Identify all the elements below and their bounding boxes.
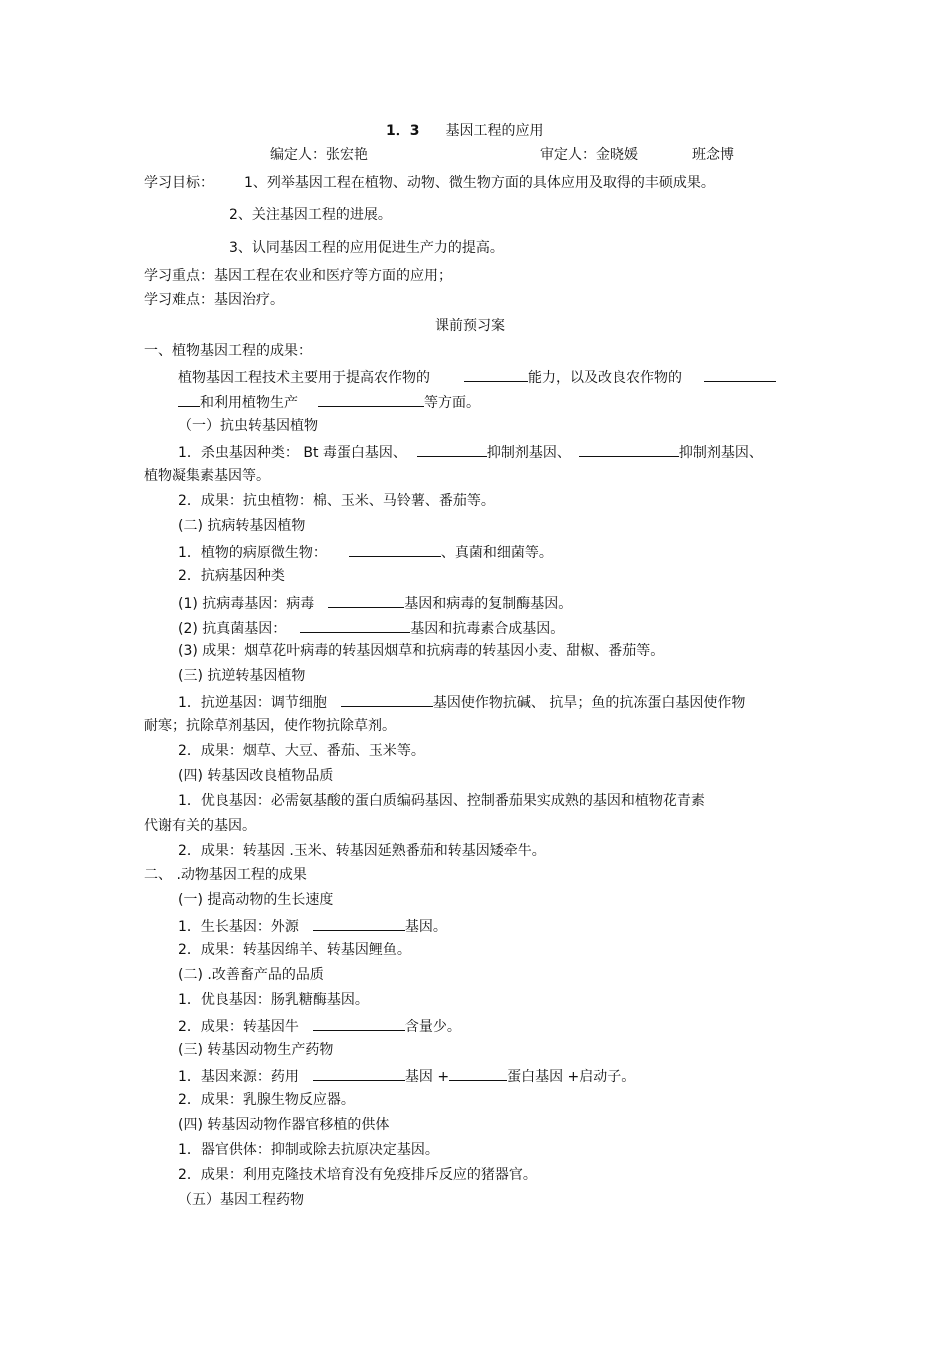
s1-sub2-point-1 — [178, 593, 572, 613]
s1-intro-d: 等方面。 — [424, 395, 480, 411]
blank-line — [349, 542, 441, 557]
goals-label: 学习目标： — [144, 175, 214, 191]
difficulty: 学习难点：基因治疗。 — [144, 292, 284, 308]
blank-line — [449, 1066, 507, 1081]
s1-sub3-1b: 基因使作物抗碱、 抗旱；鱼的抗冻蛋白基因使作物 — [432, 695, 746, 711]
s2-sub1-item-1 — [178, 916, 447, 936]
blank-line — [318, 392, 424, 407]
s1-sub1-1b: 抑制剂基因、 — [486, 445, 571, 461]
s2-sub3-1a: 1．基因来源：药用 — [178, 1069, 299, 1085]
blank-line — [417, 442, 487, 457]
s2-sub3-1b: 基因 + — [404, 1069, 450, 1085]
s2-sub4-item-2: 2．成果：利用克隆技术培育没有免疫排斥反应的猪器官。 — [178, 1167, 537, 1183]
s1-intro-b: 能力，以及改良农作物的 — [528, 370, 682, 386]
s2-sub-2: (二) .改善畜产品的品质 — [178, 967, 324, 983]
s1-sub2-point-2 — [178, 618, 564, 638]
goal-1: 1、列举基因工程在植物、动物、微生物方面的具体应用及取得的丰硕成果。 — [244, 175, 715, 191]
s2-sub2-item-2 — [178, 1016, 461, 1036]
s1-sub4-item-1-cont: 代谢有关的基因。 — [144, 818, 256, 834]
section-2-heading: 二、 .动物基因工程的成果 — [144, 867, 307, 883]
s1-sub2-p1a: (1) 抗病毒基因：病毒 — [178, 596, 315, 612]
s1-sub2-p1b: 基因和病毒的复制酶基因。 — [404, 596, 573, 612]
title-number: 1．3 — [386, 123, 420, 139]
blank-line — [704, 367, 776, 382]
reviewer-2: 班念博 — [692, 147, 734, 163]
s1-sub-4: (四) 转基因改良植物品质 — [178, 768, 334, 784]
s1-intro-a: 植物基因工程技术主要用于提高农作物的 — [178, 370, 430, 386]
s1-sub1-item-1-cont: 植物凝集素基因等。 — [144, 468, 270, 484]
blank-line — [313, 1066, 405, 1081]
s1-sub2-1a: 1．植物的病原微生物： — [178, 545, 327, 561]
s1-sub3-item-2: 2．成果：烟草、大豆、番茄、玉米等。 — [178, 743, 425, 759]
s1-sub-3: (三) 抗逆转基因植物 — [178, 668, 306, 684]
reviewer: 审定人：金晓媛 — [540, 147, 638, 163]
s2-sub3-item-1 — [178, 1066, 635, 1086]
s2-sub1-item-2: 2．成果：转基因绵羊、转基因鲤鱼。 — [178, 942, 411, 958]
blank-line — [464, 367, 528, 382]
editor: 编定人：张宏艳 — [270, 147, 368, 163]
key-point: 学习重点：基因工程在农业和医疗等方面的应用； — [144, 268, 452, 284]
s1-sub4-item-2: 2．成果：转基因 .玉米、转基因延熟番茄和转基因矮牵牛。 — [178, 843, 546, 859]
s1-sub-1: （一）抗虫转基因植物 — [178, 418, 318, 434]
blank-line — [178, 392, 200, 407]
s1-sub1-1c: 抑制剂基因、 — [678, 445, 763, 461]
s2-sub1-1b: 基因。 — [404, 919, 447, 935]
s2-sub3-1c: 蛋白基因 +启动子。 — [507, 1069, 636, 1085]
s2-sub2-2b: 含量少。 — [404, 1019, 461, 1035]
s1-sub2-point-3: (3) 成果：烟草花叶病毒的转基因烟草和抗病毒的转基因小麦、甜椒、番茄等。 — [178, 643, 665, 659]
s1-intro-line-2 — [178, 392, 480, 412]
s2-sub2-2a: 2．成果：转基因牛 — [178, 1019, 299, 1035]
blank-line — [328, 593, 404, 608]
s2-sub4-item-1: 1．器官供体：抑制或除去抗原决定基因。 — [178, 1142, 439, 1158]
s1-sub4-item-1: 1．优良基因：必需氨基酸的蛋白质编码基因、控制番茄果实成熟的基因和植物花青素 — [178, 793, 705, 809]
blank-line — [300, 618, 410, 633]
s1-sub3-1a: 1．抗逆基因：调节细胞 — [178, 695, 327, 711]
s1-sub1-1a: 1．杀虫基因种类： Bt 毒蛋白基因、 — [178, 445, 407, 461]
s1-sub3-item-1 — [178, 692, 745, 712]
s2-sub-3: (三) 转基因动物生产药物 — [178, 1042, 334, 1058]
goal-3: 3、认同基因工程的应用促进生产力的提高。 — [229, 240, 504, 256]
section-heading-preview: 课前预习案 — [435, 318, 505, 334]
s1-sub1-item-1 — [178, 442, 763, 462]
s1-sub2-item-2: 2．抗病基因种类 — [178, 568, 285, 584]
section-1-heading: 一、植物基因工程的成果： — [144, 343, 312, 359]
title-text: 基因工程的应用 — [445, 123, 544, 139]
blank-line — [341, 692, 433, 707]
s1-sub1-item-2: 2．成果：抗虫植物：棉、玉米、马铃薯、番茄等。 — [178, 493, 495, 509]
s1-sub2-p2b: 基因和抗毒素合成基因。 — [410, 621, 565, 637]
s1-sub2-1b: 、真菌和细菌等。 — [440, 545, 553, 561]
s2-sub2-item-1: 1．优良基因：肠乳糖酶基因。 — [178, 992, 369, 1008]
s2-sub-1: (一) 提高动物的生长速度 — [178, 892, 334, 908]
goal-2: 2、关注基因工程的进展。 — [229, 207, 392, 223]
blank-line — [579, 442, 679, 457]
s1-sub-2: (二) 抗病转基因植物 — [178, 518, 306, 534]
s2-sub1-1a: 1．生长基因：外源 — [178, 919, 299, 935]
s2-sub3-item-2: 2．成果：乳腺生物反应器。 — [178, 1092, 355, 1108]
s2-sub-5: （五）基因工程药物 — [178, 1192, 304, 1208]
s1-intro-line-1 — [178, 367, 776, 387]
s2-sub-4: (四) 转基因动物作器官移植的供体 — [178, 1117, 390, 1133]
blank-line — [313, 1016, 405, 1031]
s1-sub2-p2a: (2) 抗真菌基因： — [178, 621, 287, 637]
s1-sub3-item-1-cont: 耐寒；抗除草剂基因，使作物抗除草剂。 — [144, 718, 396, 734]
s1-sub2-item-1 — [178, 542, 553, 562]
s1-intro-c: 和利用植物生产 — [200, 395, 298, 411]
blank-line — [313, 916, 405, 931]
page-title — [386, 122, 543, 140]
